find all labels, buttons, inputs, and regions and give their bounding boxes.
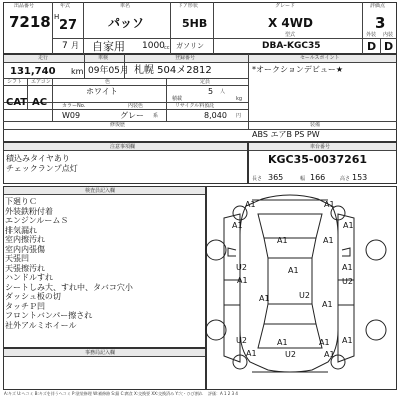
mileage: 131,740: [10, 66, 56, 77]
inspector-line: 外装鉄粉付着: [5, 206, 53, 216]
plate: 札幌 504メ2812: [134, 65, 212, 76]
sales-point: *オークションデビュー★: [252, 65, 344, 74]
inspector-line: タッチＰ凹: [5, 301, 45, 311]
plate-label: 登録番号: [175, 55, 196, 61]
ac: AC: [32, 97, 48, 108]
model-label: 型式: [285, 32, 296, 38]
capacity: 5: [208, 87, 214, 96]
damage-mark: A1: [259, 294, 270, 303]
mirror-right: [342, 248, 350, 256]
ext-score: D: [367, 40, 377, 53]
color-label: 色: [105, 79, 111, 85]
shift: CAT: [6, 97, 28, 108]
lot-number: 7218: [9, 13, 51, 31]
inspector-line: 天張凹: [5, 254, 29, 263]
model: DBA-KGC35: [262, 41, 321, 51]
car-length: 365: [268, 173, 284, 182]
mirror-left: [228, 248, 236, 256]
height-label: 高さ: [340, 176, 351, 182]
weight-unit: kg: [236, 96, 243, 102]
damage-mark: A1: [232, 221, 243, 230]
history-label: 修復歴: [110, 122, 126, 128]
equipment: ABS エアB PS PW: [252, 130, 320, 139]
color-no-label: カラーNo.: [62, 103, 86, 109]
capacity-label: 定員: [200, 79, 211, 85]
inspector-line: エンジンルームＳ: [5, 216, 69, 225]
car-width: 166: [310, 173, 326, 182]
int-score: D: [384, 40, 394, 53]
car-height: 153: [352, 173, 368, 182]
color-no: W09: [62, 111, 81, 120]
damage-mark: A1: [277, 236, 288, 245]
chassis-label: 車台番号: [310, 144, 331, 150]
interior-label: 内装色: [128, 103, 144, 109]
month-unit: 月: [71, 41, 79, 50]
damage-mark: A1: [342, 263, 353, 272]
inspector-line: 天張擦汚れ: [5, 263, 45, 273]
inspection-label: 車検: [98, 55, 109, 61]
mileage-label: 走行: [38, 55, 49, 61]
recycle-unit: 円: [236, 113, 242, 119]
wheel-rear-left: [206, 320, 226, 340]
inspector-line: ダッシュ板の切: [5, 292, 61, 301]
car-rear-window: [264, 304, 316, 324]
car-name: パッソ: [108, 16, 145, 30]
len-label: 長さ: [252, 176, 263, 182]
wheel-front-right: [366, 240, 386, 260]
ext-label: 外装: [366, 32, 377, 38]
damage-mark: A1: [246, 349, 257, 358]
weight-label: 積載: [172, 96, 183, 102]
inspector-line: 排気漏れ: [5, 225, 37, 235]
damage-mark: U2: [342, 277, 353, 286]
recycle-fee: 8,040: [204, 111, 227, 120]
score: 3: [375, 14, 386, 32]
damage-mark: A1: [277, 338, 288, 347]
damage-mark: A1: [237, 276, 248, 285]
recycle-label: リサイクル料預託: [175, 103, 215, 109]
office-label: 事務局記入欄: [85, 350, 116, 356]
grade-label: グレード: [275, 3, 296, 9]
doors-label: ドア形状: [178, 3, 198, 9]
damage-mark: U2: [236, 263, 247, 272]
inspector-line: フロントバンパー擦され: [5, 311, 93, 320]
damage-mark: A1: [324, 350, 335, 359]
damage-mark: A1: [319, 338, 330, 347]
doors: 5HB: [182, 17, 208, 30]
damage-mark: A1: [343, 221, 354, 230]
era-month: 7: [62, 41, 68, 51]
color: ホワイト: [86, 87, 118, 96]
era-h: H: [54, 13, 60, 21]
damage-mark: A1: [342, 336, 353, 345]
grade: X 4WD: [268, 16, 313, 30]
inspector-line: シートしみ大、すれ中、タバコ穴小: [5, 282, 133, 292]
note-line-2: チェックランプ点灯: [6, 164, 78, 173]
inspector-line: 下廻りＣ: [5, 197, 37, 206]
car-trunk: [258, 324, 322, 348]
lot-label: 出品番号: [14, 3, 35, 9]
width-label: 幅: [300, 176, 306, 182]
equip-label: 装備: [310, 122, 321, 128]
era-label: 年式: [60, 3, 71, 9]
damage-mark: U2: [285, 350, 296, 359]
score-label: 評価点: [370, 3, 386, 9]
damage-mark: U2: [236, 336, 247, 345]
notes-label: 注意事項欄: [110, 144, 136, 150]
inspection: 09年05月: [88, 66, 129, 76]
note-line-1: 積込みタイヤあり: [6, 154, 70, 163]
capacity-unit: 人: [220, 89, 226, 95]
inspector-line: 社外アルミホイール: [5, 320, 77, 330]
car-hood: [258, 214, 322, 238]
fuel: ガソリン: [176, 42, 204, 50]
damage-mark: A1: [322, 300, 333, 309]
damage-mark: A1: [324, 200, 335, 209]
damage-mark: U2: [299, 291, 310, 300]
wheel-rear-right: [366, 320, 386, 340]
damage-mark: A1: [245, 200, 256, 209]
displacement: 1000: [142, 41, 165, 51]
shift-label: シフト: [7, 79, 23, 85]
inspector-line: 室内内張傷: [5, 244, 45, 254]
era-year: 27: [59, 18, 78, 33]
damage-mark: A1: [323, 236, 334, 245]
interior-color: グレー: [120, 111, 144, 120]
inspector-line: 室内擦汚れ: [5, 235, 45, 244]
damage-mark: A1: [288, 266, 299, 275]
interior-suffix: 系: [153, 113, 159, 119]
int-label: 内装: [383, 32, 394, 38]
chassis-number: KGC35-0037261: [268, 153, 368, 166]
ac-label: エアコン: [31, 79, 51, 85]
car-windshield: [264, 238, 316, 258]
cc-unit: cc: [164, 45, 170, 51]
wheel-front-left: [206, 240, 226, 260]
inspector-label: 検査員記入欄: [85, 188, 116, 194]
inspector-line: ハンドルすれ: [5, 273, 53, 282]
name-label: 車名: [120, 3, 131, 9]
use-type: 自家用: [92, 40, 125, 53]
mileage-unit: km: [71, 67, 84, 76]
damage-legend: A:キズ U:へコミ B:キズを伴うヘコミ P:塗装修理 W:補修跡 S:錆 C:腐食 X:交換要 XX:交換済み Y:穴・ひび割れ 評価：A 1 2 3 4: [4, 391, 238, 396]
sales-label: セールスポイント: [300, 55, 340, 61]
